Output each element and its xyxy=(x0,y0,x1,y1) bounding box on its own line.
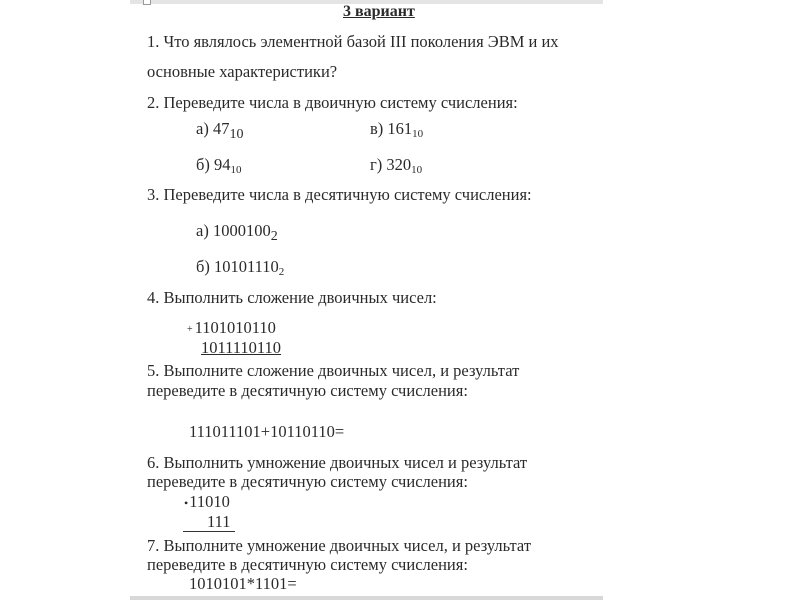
page-title: 3 вариант xyxy=(343,3,415,20)
q7-line1: 7. Выполните умножение двоичных чисел, и результат xyxy=(147,536,532,555)
q6-line2: переведите в десятичную систему счисления: xyxy=(147,472,468,491)
q5-line1: 5. Выполните сложение двоичных чисел, и результат xyxy=(147,361,520,380)
q6-operand2: 111 xyxy=(207,512,231,531)
q5-expression: 111011101+10110110= xyxy=(189,422,345,441)
q2-item-a-base: 10 xyxy=(229,127,244,142)
q6-underline xyxy=(183,531,235,532)
q3-heading: 3. Переведите числа в десятичную систему счисления: xyxy=(147,185,532,204)
q4-operand2: 1011110110 xyxy=(201,338,282,357)
q1-line1: 1. Что являлось элементной базой III поколения ЭВМ и их xyxy=(147,32,559,51)
q7-line2: переведите в десятичную систему счисления: xyxy=(147,555,468,574)
q2-item-g-number: г) 320 xyxy=(370,155,412,174)
q2-item-v xyxy=(370,119,423,139)
q4-operand1: 1101010110 xyxy=(194,318,276,337)
q2-item-b-number: б) 94 xyxy=(196,155,231,174)
q2-item-b xyxy=(196,155,242,175)
q4-heading: 4. Выполнить сложение двоичных чисел: xyxy=(147,288,437,307)
q4-operand1-row xyxy=(187,318,276,340)
q2-heading: 2. Переведите числа в двоичную систему счисления: xyxy=(147,93,518,112)
q2-item-a xyxy=(196,119,244,142)
plus-sign: + xyxy=(187,324,193,335)
q2-item-b-base: 10 xyxy=(230,164,242,176)
q3-item-a-base: 2 xyxy=(270,229,278,244)
q2-item-v-base: 10 xyxy=(412,128,424,140)
q6-operand1-row xyxy=(184,492,230,513)
q3-item-b xyxy=(196,257,284,277)
q5-line2: переведите в десятичную систему счисления: xyxy=(147,381,468,400)
q2-item-v-number: в) 161 xyxy=(370,119,413,138)
q6-operand1: 11010 xyxy=(189,492,230,511)
q3-item-a-number: а) 1000100 xyxy=(196,221,271,240)
q3-item-a xyxy=(196,221,278,244)
q1-line2: основные характеристики? xyxy=(147,62,338,81)
q6-line1: 6. Выполнить умножение двоичных чисел и результат xyxy=(147,453,528,472)
q2-item-g xyxy=(370,155,422,175)
q3-item-b-base: 2 xyxy=(278,266,285,278)
q2-item-g-base: 10 xyxy=(411,164,423,176)
multiply-sign: • xyxy=(184,496,189,510)
q2-item-a-number: а) 47 xyxy=(196,119,230,138)
q7-expression: 1010101*1101= xyxy=(189,574,297,593)
q3-item-b-number: б) 10101110 xyxy=(196,257,279,276)
